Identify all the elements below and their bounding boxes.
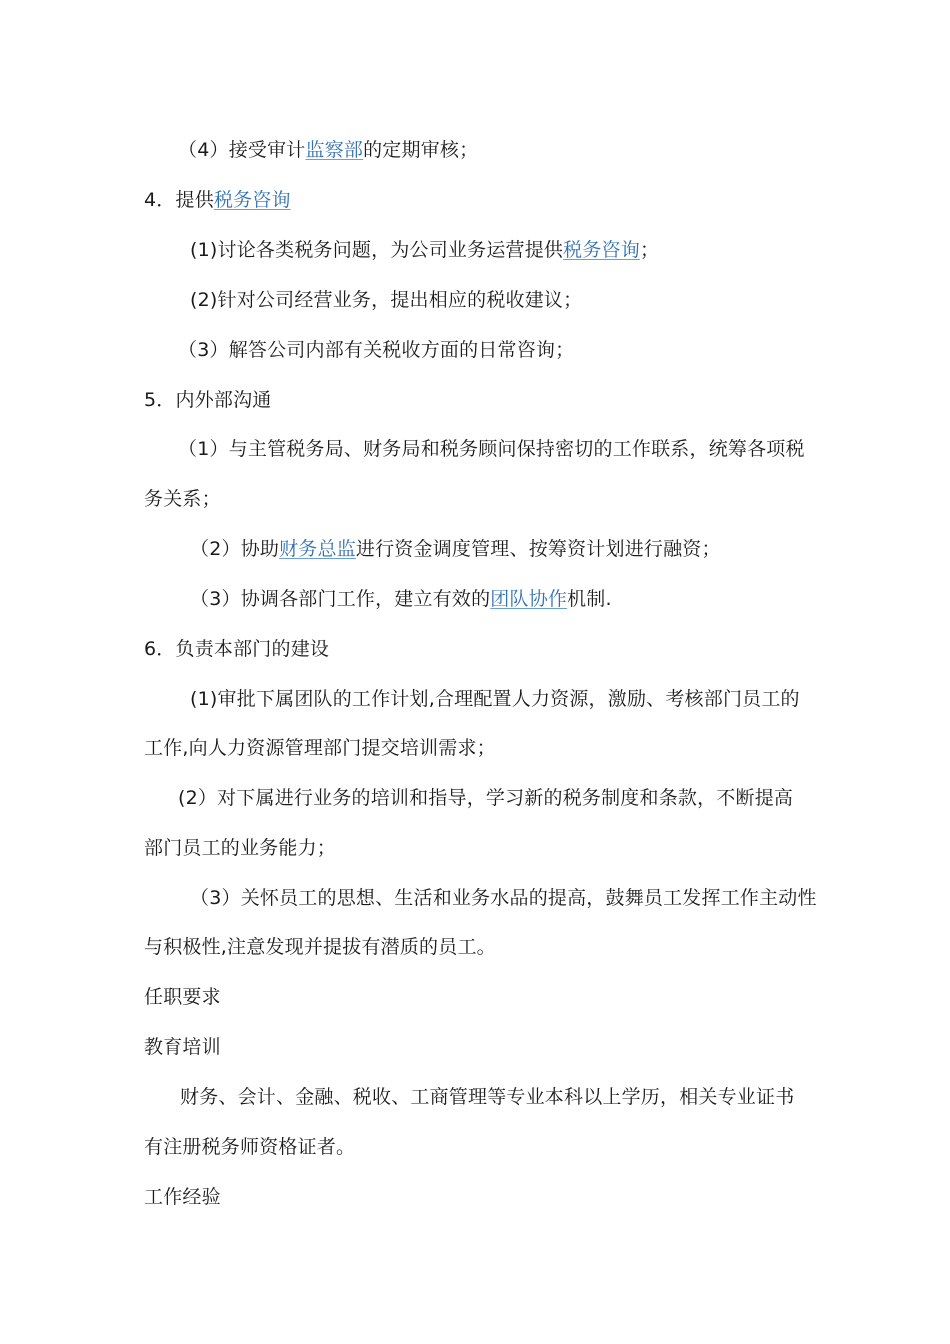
text-segment: 的定期审核；: [363, 139, 479, 161]
heading-job-requirements: [144, 984, 221, 1010]
text-segment: (1)审批下属团队的工作计划,合理配置人力资源，激励、考核部门员工的: [190, 688, 800, 710]
text-segment: （2）协助: [190, 538, 280, 560]
line-approve-plans: [190, 686, 800, 712]
heading-tax-consulting: [144, 187, 291, 213]
text-segment: （3）协调各部门工作，建立有效的: [190, 588, 491, 610]
line-tax-advice: [190, 287, 582, 313]
text-segment: （1）与主管税务局、财务局和税务顾问保持密切的工作联系，统筹各项税: [178, 438, 805, 460]
line-tax-bureau-contact: [178, 436, 805, 462]
heading-department-building: [144, 636, 329, 662]
line-training-needs: [144, 735, 496, 761]
line-promote-talent: [144, 934, 496, 960]
text-segment: 6．负责本部门的建设: [144, 638, 330, 660]
heading-education: [144, 1034, 221, 1060]
line-daily-consulting: [178, 337, 574, 363]
line-coordinate-departments: [190, 586, 612, 612]
line-tax-issues: [190, 237, 659, 263]
text-segment: （3）解答公司内部有关税收方面的日常咨询；: [178, 339, 575, 361]
heading-communication: [144, 387, 272, 413]
text-segment: 有注册税务师资格证者。: [144, 1136, 356, 1158]
text-segment: 工作,向人力资源管理部门提交培训需求；: [144, 737, 496, 759]
text-segment: 务关系；: [144, 488, 221, 510]
text-segment: 进行资金调度管理、按筹资计划进行融资；: [355, 538, 721, 560]
text-segment: ；: [639, 239, 660, 261]
hyperlink[interactable]: 监察部: [305, 139, 364, 161]
text-segment: (1)讨论各类税务问题，为公司业务运营提供: [190, 239, 564, 261]
text-segment: 财务、会计、金融、税收、工商管理等专业本科以上学历，相关专业证书: [180, 1086, 795, 1108]
line-audit-review: [178, 137, 478, 163]
text-segment: 5．内外部沟通: [144, 389, 272, 411]
line-care-employees: [190, 885, 817, 911]
text-segment: (2）对下属进行业务的培训和指导，学习新的税务制度和条款，不断提高: [178, 787, 794, 809]
line-train-subordinates: [178, 785, 793, 811]
line-staff-ability: [144, 835, 336, 861]
line-tax-relations: [144, 486, 221, 512]
text-segment: 4．提供: [144, 189, 214, 211]
text-segment: 工作经验: [144, 1186, 221, 1208]
hyperlink[interactable]: 税务咨询: [213, 189, 291, 211]
text-segment: 机制.: [567, 588, 612, 610]
text-segment: (2)针对公司经营业务，提出相应的税收建议；: [190, 289, 583, 311]
hyperlink[interactable]: 税务咨询: [563, 239, 640, 261]
text-segment: （3）关怀员工的思想、生活和业务水品的提高，鼓舞员工发挥工作主动性: [190, 887, 817, 909]
hyperlink[interactable]: 团队协作: [490, 588, 568, 610]
text-segment: 部门员工的业务能力；: [144, 837, 337, 859]
line-education-degree: [180, 1084, 794, 1110]
text-segment: 与积极性,注意发现并提拔有潜质的员工。: [144, 936, 496, 958]
heading-work-experience: [144, 1184, 221, 1210]
hyperlink[interactable]: 财务总监: [279, 538, 356, 560]
line-assist-cfo: [190, 536, 721, 562]
text-segment: 教育培训: [144, 1036, 221, 1058]
text-segment: （4）接受审计: [178, 139, 306, 161]
line-cta-certificate: [144, 1134, 355, 1160]
text-segment: 任职要求: [144, 986, 221, 1008]
